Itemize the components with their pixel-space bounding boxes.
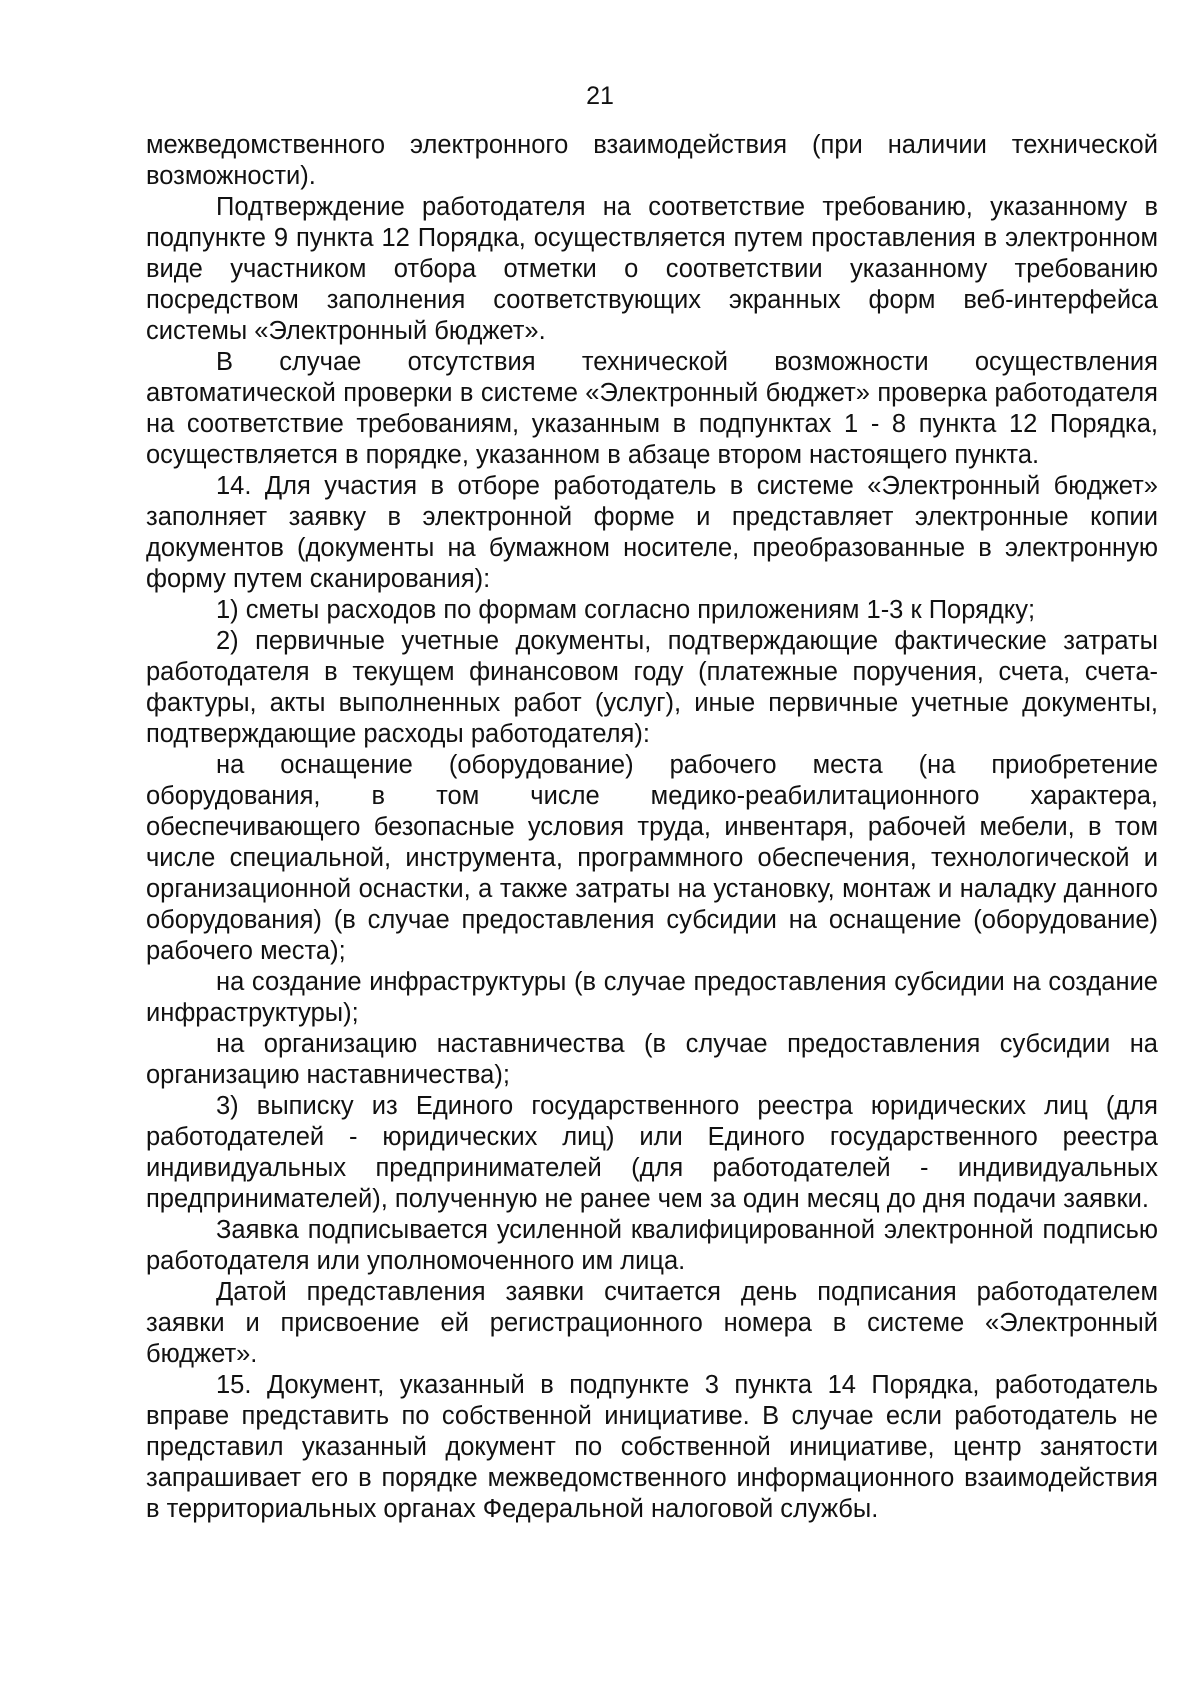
paragraph-item-15: 15. Документ, указанный в подпункте 3 пункта 14 Порядка, работодатель вправе представить по собственной инициативе. В случае если работодатель не представил указанный документ по собственной инициативе, центр занятости запрашивает его в порядке межведомственного информационного взаимодействия в территориальных органах Федеральной налоговой службы. — [146, 1371, 1158, 1523]
sub-item-equipment: на оснащение (оборудование) рабочего места (на приобретение оборудования, в том числе медико-реабилитационного характера, обеспечивающего безопасные условия труда, инвентаря, рабочей мебели, в том числе специальной, инструмента, программного обеспечения, технологической и организационной оснастки, а также затраты на установку, монтаж и наладку данного оборудования) (в случае предоставления субсидии на оснащение (оборудование) рабочего места); — [146, 751, 1158, 965]
list-item-3-registry-extract: 3) выписку из Единого государственного реестра юридических лиц (для работодателей - юридических лиц) или Единого государственного реестра индивидуальных предпринимателей (для работодателей - индивидуальных предпринимателей), полученную не ранее чем за один месяц до дня подачи заявки. — [146, 1092, 1158, 1213]
list-item-2-primary-documents: 2) первичные учетные документы, подтверждающие фактические затраты работодателя в текущем финансовом году (платежные поручения, счета, счета-фактуры, акты выполненных работ (услуг), иные первичные учетные документы, подтверждающие расходы работодателя): — [146, 627, 1158, 748]
paragraph-submission-date: Датой представления заявки считается день подписания работодателем заявки и присвоение ей регистрационного номера в системе «Электронный бюджет». — [146, 1278, 1158, 1368]
page-number: 21 — [586, 82, 614, 110]
paragraph-application-signature: Заявка подписывается усиленной квалифицированной электронной подписью работодателя или уполномоченного им лица. — [146, 1216, 1158, 1275]
sub-item-infrastructure: на создание инфраструктуры (в случае предоставления субсидии на создание инфраструктуры); — [146, 968, 1158, 1027]
paragraph-no-technical-possibility: В случае отсутствия технической возможности осуществления автоматической проверки в системе «Электронный бюджет» проверка работодателя на соответствие требованиям, указанным в подпунктах 1 - 8 пункта 12 Порядка, осуществляется в порядке, указанном в абзаце втором настоящего пункта. — [146, 348, 1158, 469]
sub-item-mentoring: на организацию наставничества (в случае предоставления субсидии на организацию наставничества); — [146, 1030, 1158, 1089]
paragraph-continuation: межведомственного электронного взаимодействия (при наличии технической возможности). — [146, 131, 1158, 190]
paragraph-item-14: 14. Для участия в отборе работодатель в системе «Электронный бюджет» заполняет заявку в электронной форме и представляет электронные копии документов (документы на бумажном носителе, преобразованные в электронную форму путем сканирования): — [146, 472, 1158, 593]
list-item-1-estimates: 1) сметы расходов по формам согласно приложениям 1-3 к Порядку; — [216, 596, 1036, 624]
document-body — [146, 130, 1158, 1525]
paragraph-confirmation: Подтверждение работодателя на соответствие требованию, указанному в подпункте 9 пункта 12 Порядка, осуществляется путем проставления в электронном виде участником отбора отметки о соответствии указанному требованию посредством заполнения соответствующих экранных форм веб-интерфейса системы «Электронный бюджет». — [146, 193, 1158, 345]
